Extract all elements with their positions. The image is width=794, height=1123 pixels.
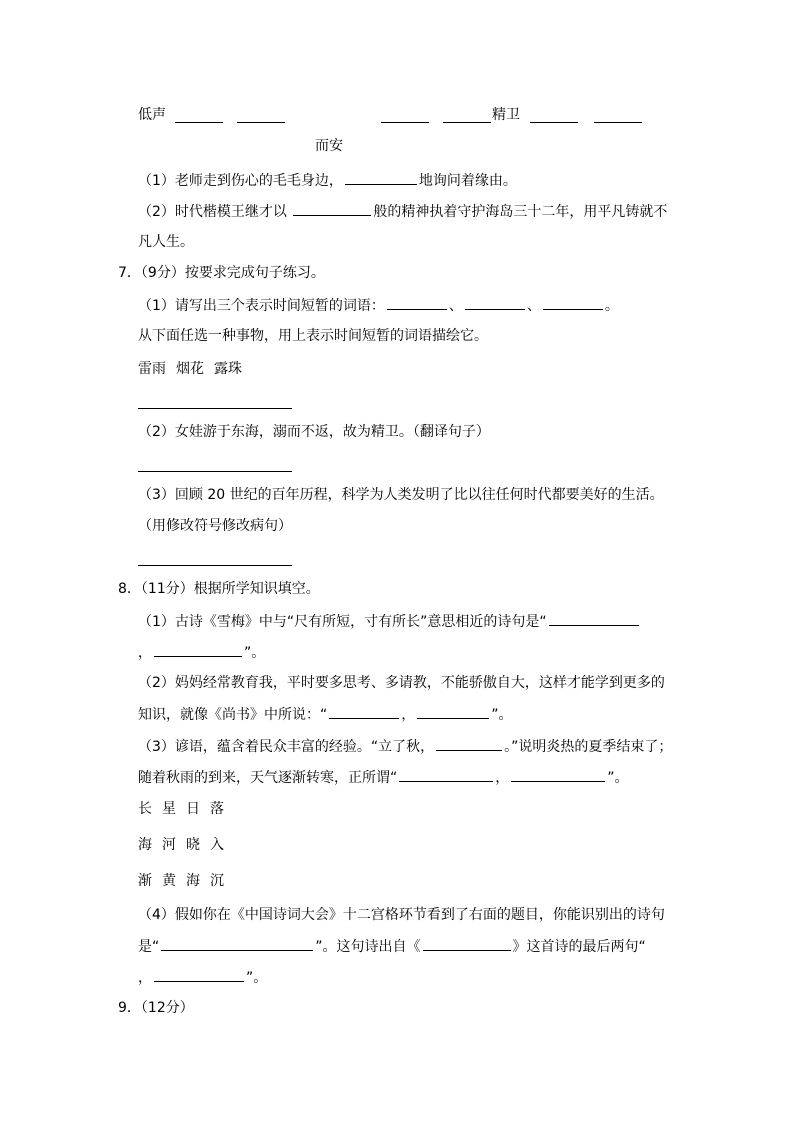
blank-input[interactable] (345, 171, 417, 185)
q6-word-row-1 (138, 106, 166, 124)
blank-input[interactable] (436, 737, 502, 751)
comma: ， (495, 770, 510, 786)
close-quote: ”。 (244, 645, 266, 661)
blank-input[interactable] (549, 612, 639, 626)
grid-char: 日 (186, 801, 200, 817)
close-quote: ”。 (491, 707, 513, 723)
sentence-text: （3）谚语，蕴含着民众丰富的经验。“立了秋， (138, 739, 435, 755)
blank-input[interactable] (399, 768, 493, 782)
option-leiyu: 雷雨 (138, 361, 166, 377)
sentence-text: 从下面任选一种事物，用上表示时间短暂的词语描绘它。 (138, 328, 488, 344)
sentence-text: （3）回顾 20 世纪的百年历程，科学为人类发明了比以往任何时代都要美好的生活。 (138, 487, 664, 503)
sentence-text: 是“ (138, 939, 160, 955)
q6-sentence-1 (138, 171, 517, 189)
grid-row-2 (138, 836, 234, 854)
blank-input[interactable] (543, 296, 603, 310)
option-yanhua: 烟花 (176, 361, 204, 377)
grid-char: 晓 (186, 837, 200, 853)
q8-part3-cont (138, 768, 629, 786)
sentence-text: （2）时代楷模王继才以 (138, 204, 292, 220)
grid-row-3 (138, 872, 234, 890)
q8-part2 (138, 674, 665, 692)
answer-line-3[interactable] (138, 565, 292, 566)
sentence-text: （1）请写出三个表示时间短暂的词语： (138, 298, 385, 314)
q7-part3-note (138, 517, 292, 535)
q8-part4-cont2 (138, 968, 267, 986)
q8-part1-cont (138, 643, 265, 661)
q8-part4 (138, 906, 665, 924)
comma: ， (401, 707, 416, 723)
sentence-text: （1）老师走到伤心的毛毛身边， (138, 173, 343, 189)
grid-char: 渐 (138, 873, 152, 889)
grid-char: 入 (210, 837, 224, 853)
blank-input[interactable] (293, 202, 371, 216)
grid-char: 海 (186, 873, 200, 889)
blank-input[interactable] (329, 705, 399, 719)
sentence-text: ”。这句诗出自《 (315, 939, 421, 955)
question-title: 7．（9分）按要求完成句子练习。 (118, 265, 325, 281)
comma: ， (138, 645, 152, 661)
close-quote: ”。 (246, 970, 268, 986)
q8-header (118, 580, 320, 598)
blank-input[interactable] (387, 296, 447, 310)
question-title: 9．（12分） (118, 1000, 194, 1016)
separator: 、 (526, 298, 541, 314)
grid-char: 落 (210, 801, 224, 817)
blank-input[interactable] (154, 968, 244, 982)
blank-input[interactable] (465, 296, 525, 310)
sentence-text: 》这首诗的最后两句“ (512, 939, 646, 955)
q8-part2-cont (138, 705, 513, 723)
q7-options (138, 360, 252, 378)
question-title: 8．（11分）根据所学知识填空。 (118, 581, 320, 597)
word-jingwei-wrap (492, 106, 520, 124)
grid-char: 沉 (210, 873, 224, 889)
comma: ， (138, 970, 152, 986)
grid-char: 海 (138, 837, 152, 853)
answer-line-1[interactable] (138, 408, 292, 409)
blank-5[interactable] (530, 122, 578, 123)
blank-input[interactable] (154, 643, 242, 657)
q7-part1 (138, 296, 619, 314)
blank-4[interactable] (443, 122, 491, 123)
q7-instruction (138, 327, 488, 345)
sentence-text: （1）古诗《雪梅》中与“尺有所短，寸有所长”意思相近的诗句是“ (138, 614, 547, 630)
separator: 、 (448, 298, 463, 314)
period: 。 (604, 298, 619, 314)
blank-input[interactable] (423, 937, 511, 951)
q6-sentence-2 (138, 202, 667, 220)
grid-char: 长 (138, 801, 152, 817)
q7-header (118, 264, 325, 282)
q8-part3 (138, 737, 672, 755)
blank-6[interactable] (594, 122, 642, 123)
blank-2[interactable] (237, 122, 285, 123)
q7-part2 (138, 423, 490, 441)
blank-3[interactable] (381, 122, 429, 123)
blank-input[interactable] (161, 937, 313, 951)
answer-line-2[interactable] (138, 471, 292, 472)
sentence-text: 。”说明炎热的夏季结束了； (504, 739, 673, 755)
sentence-text: 凡人生。 (138, 234, 194, 250)
q8-part4-cont (138, 937, 646, 955)
sentence-text: 知识，就像《尚书》中所说：“ (138, 707, 328, 723)
sentence-text: （用修改符号修改病句） (138, 518, 292, 534)
q8-part1 (138, 612, 641, 630)
sentence-text: 地询问着缘由。 (418, 173, 517, 189)
grid-char: 星 (162, 801, 176, 817)
sentence-text: （2）女娃游于东海，溺而不返，故为精卫。（翻译句子） (138, 424, 490, 440)
grid-char: 黄 (162, 873, 176, 889)
sentence-text: 般的精神执着守护海岛三十二年，用平凡铸就不 (373, 204, 668, 220)
grid-row-1 (138, 800, 234, 818)
grid-char: 河 (162, 837, 176, 853)
close-quote: ”。 (607, 770, 629, 786)
word-jingwei: 精卫 (492, 107, 520, 123)
blank-1[interactable] (175, 122, 223, 123)
q6-word-row-2 (315, 137, 343, 155)
blank-input[interactable] (417, 705, 489, 719)
sentence-text: 随着秋雨的到来，天气逐渐转寒，正所谓“ (138, 770, 398, 786)
q9-header (118, 999, 194, 1017)
sentence-text: （4）假如你在《中国诗词大会》十二宫格环节看到了右面的题目，你能识别出的诗句 (138, 907, 665, 923)
word-eran: 而安 (315, 138, 343, 154)
blank-input[interactable] (511, 768, 605, 782)
word-dishen: 低声 (138, 107, 166, 123)
sentence-text: （2）妈妈经常教育我，平时要多思考、多请教，不能骄傲自大，这样才能学到更多的 (138, 675, 665, 691)
q6-sentence-2-cont (138, 233, 194, 251)
q7-part3 (138, 486, 664, 504)
option-luzhu: 露珠 (214, 361, 242, 377)
